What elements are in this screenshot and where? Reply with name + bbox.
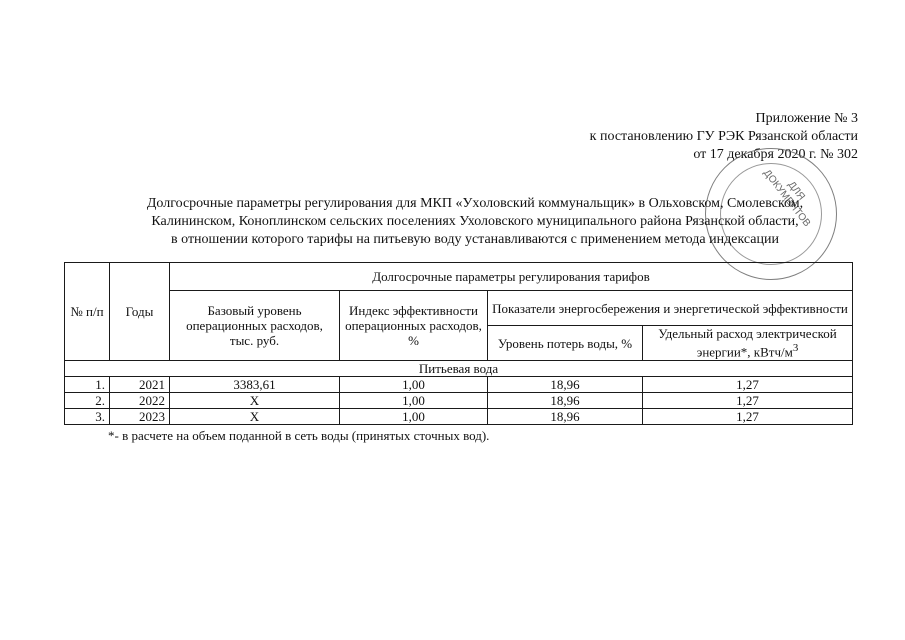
table-row (65, 377, 853, 393)
header-power-sup: 3 (792, 342, 799, 355)
header-efficiency-index: Индекс эффективности операционных расходов, % (340, 291, 488, 361)
cell-base: 3383,61 (170, 377, 340, 393)
section-label: Питьевая вода (65, 361, 853, 377)
title-line-2: Калининском, Коноплинском сельских поселениях Ухоловского муниципального района Рязанской области, (151, 214, 799, 229)
cell-power: 1,27 (643, 409, 853, 425)
cell-power: 1,27 (643, 377, 853, 393)
cell-index: 1,00 (340, 393, 488, 409)
cell-year: 2023 (110, 409, 170, 425)
cell-index: 1,00 (340, 409, 488, 425)
cell-power: 1,27 (643, 393, 853, 409)
table-row (65, 393, 853, 409)
cell-num: 2. (65, 393, 110, 409)
cell-loss: 18,96 (488, 393, 643, 409)
cell-base: Х (170, 409, 340, 425)
header-base-level: Базовый уровень операционных расходов, тыс. руб. (170, 291, 340, 361)
header-num: № п/п (65, 263, 110, 361)
stamp-text: ДЛЯ ДОКУМЕНТОВ (761, 167, 813, 230)
parameters-table (64, 262, 853, 425)
title-line-3: в отношении которого тарифы на питьевую воду устанавливаются с применением метода индексации (171, 232, 779, 247)
header-power-label: Удельный расход электрической энергии*, кВтч/м (658, 326, 837, 360)
date-line: от 17 декабря 2020 г. № 302 (693, 147, 858, 162)
appendix-header (590, 110, 858, 164)
footnote: *- в расчете на объем поданной в сеть воды (принятых сточных вод). (108, 428, 490, 443)
cell-loss: 18,96 (488, 409, 643, 425)
header-energy-group: Показатели энергосбережения и энергетической эффективности (488, 291, 853, 326)
appendix-number: Приложение № 3 (755, 111, 858, 126)
header-group: Долгосрочные параметры регулирования тарифов (170, 263, 853, 291)
header-years: Годы (110, 263, 170, 361)
header-water-loss: Уровень потерь воды, % (488, 326, 643, 361)
document-title (95, 195, 855, 249)
cell-base: Х (170, 393, 340, 409)
cell-year: 2022 (110, 393, 170, 409)
cell-index: 1,00 (340, 377, 488, 393)
cell-num: 3. (65, 409, 110, 425)
table-row (65, 409, 853, 425)
resolution-line: к постановлению ГУ РЭК Рязанской области (589, 129, 858, 144)
title-line-1: Долгосрочные параметры регулирования для МКП «Уxоловский коммунальщик» в Ольховском, Смолевском, (146, 196, 804, 211)
header-power-consumption (643, 326, 853, 361)
cell-year: 2021 (110, 377, 170, 393)
cell-num: 1. (65, 377, 110, 393)
cell-loss: 18,96 (488, 377, 643, 393)
